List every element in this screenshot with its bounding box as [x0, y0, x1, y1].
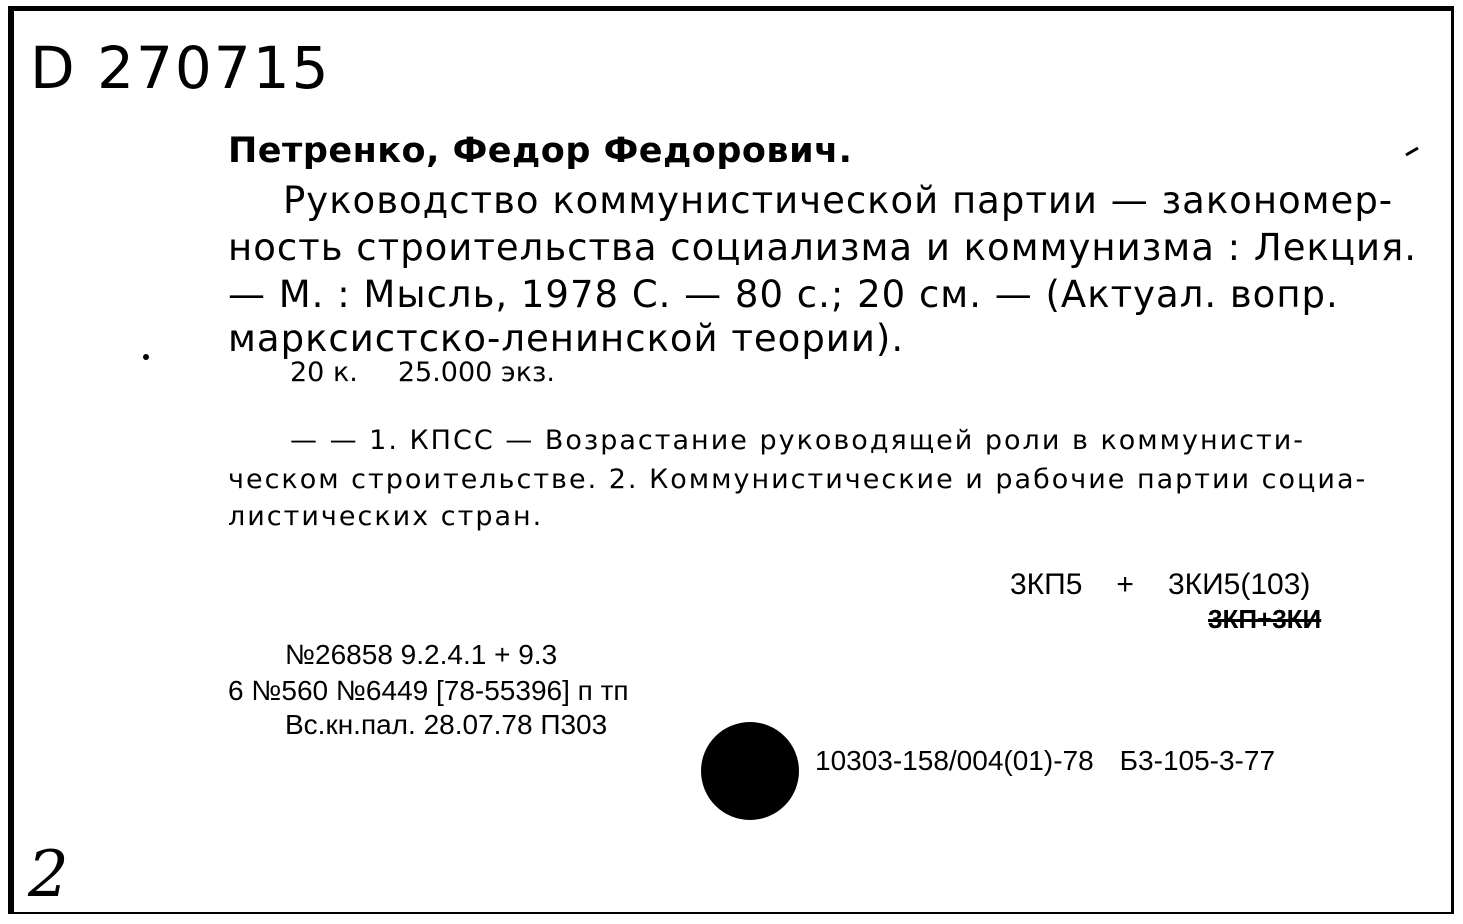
- subject-line-3: листических стран.: [228, 501, 544, 532]
- price-line: [290, 357, 555, 388]
- bbk-left: 3КП5: [1010, 568, 1083, 601]
- title-line-4: марксистско-ленинской теории).: [228, 317, 905, 360]
- handwritten-call-number: D 270715: [30, 34, 331, 102]
- title-line-3: — М. : Мысль, 1978 С. — 80 с.; 20 см. — (Актуал. вопр.: [228, 273, 1339, 316]
- circulation: 25.000 экз.: [397, 357, 555, 388]
- tech-line-3: Вс.кн.пал. 28.07.78 П303: [285, 709, 608, 740]
- tech-line-2: 6 №560 №6449 [78-55396] п тп: [228, 675, 629, 706]
- author-heading: Петренко, Федор Федорович.: [228, 131, 853, 171]
- title-line-1: Руководство коммунистической партии — закономер-: [283, 179, 1394, 222]
- bbk-right: 3КИ5(103): [1167, 568, 1311, 601]
- bbk-old-struck: 3КП+3КИ: [1208, 604, 1322, 634]
- subject-line-1: — — 1. КПСС — Возрастание руководящей роли в коммунисти-: [290, 425, 1306, 456]
- codes-line: [815, 745, 1275, 777]
- punch-hole: [701, 722, 799, 820]
- speck-mark: [143, 354, 149, 360]
- title-line-2: ность строительства социализма и коммунизма : Лекция.: [228, 226, 1418, 269]
- bbk-index: [1010, 568, 1310, 602]
- tech-line-1: №26858 9.2.4.1 + 9.3: [285, 639, 558, 670]
- subject-line-2: ческом строительстве. 2. Коммунистические и рабочие партии социа-: [228, 464, 1368, 495]
- bbk-plus: +: [1116, 568, 1134, 601]
- code-2: Б3-105-3-77: [1119, 745, 1276, 776]
- price: 20 к.: [290, 357, 358, 388]
- handwritten-corner-mark: 2: [28, 838, 69, 912]
- code-1: 10303-158/004(01)-78: [815, 745, 1094, 776]
